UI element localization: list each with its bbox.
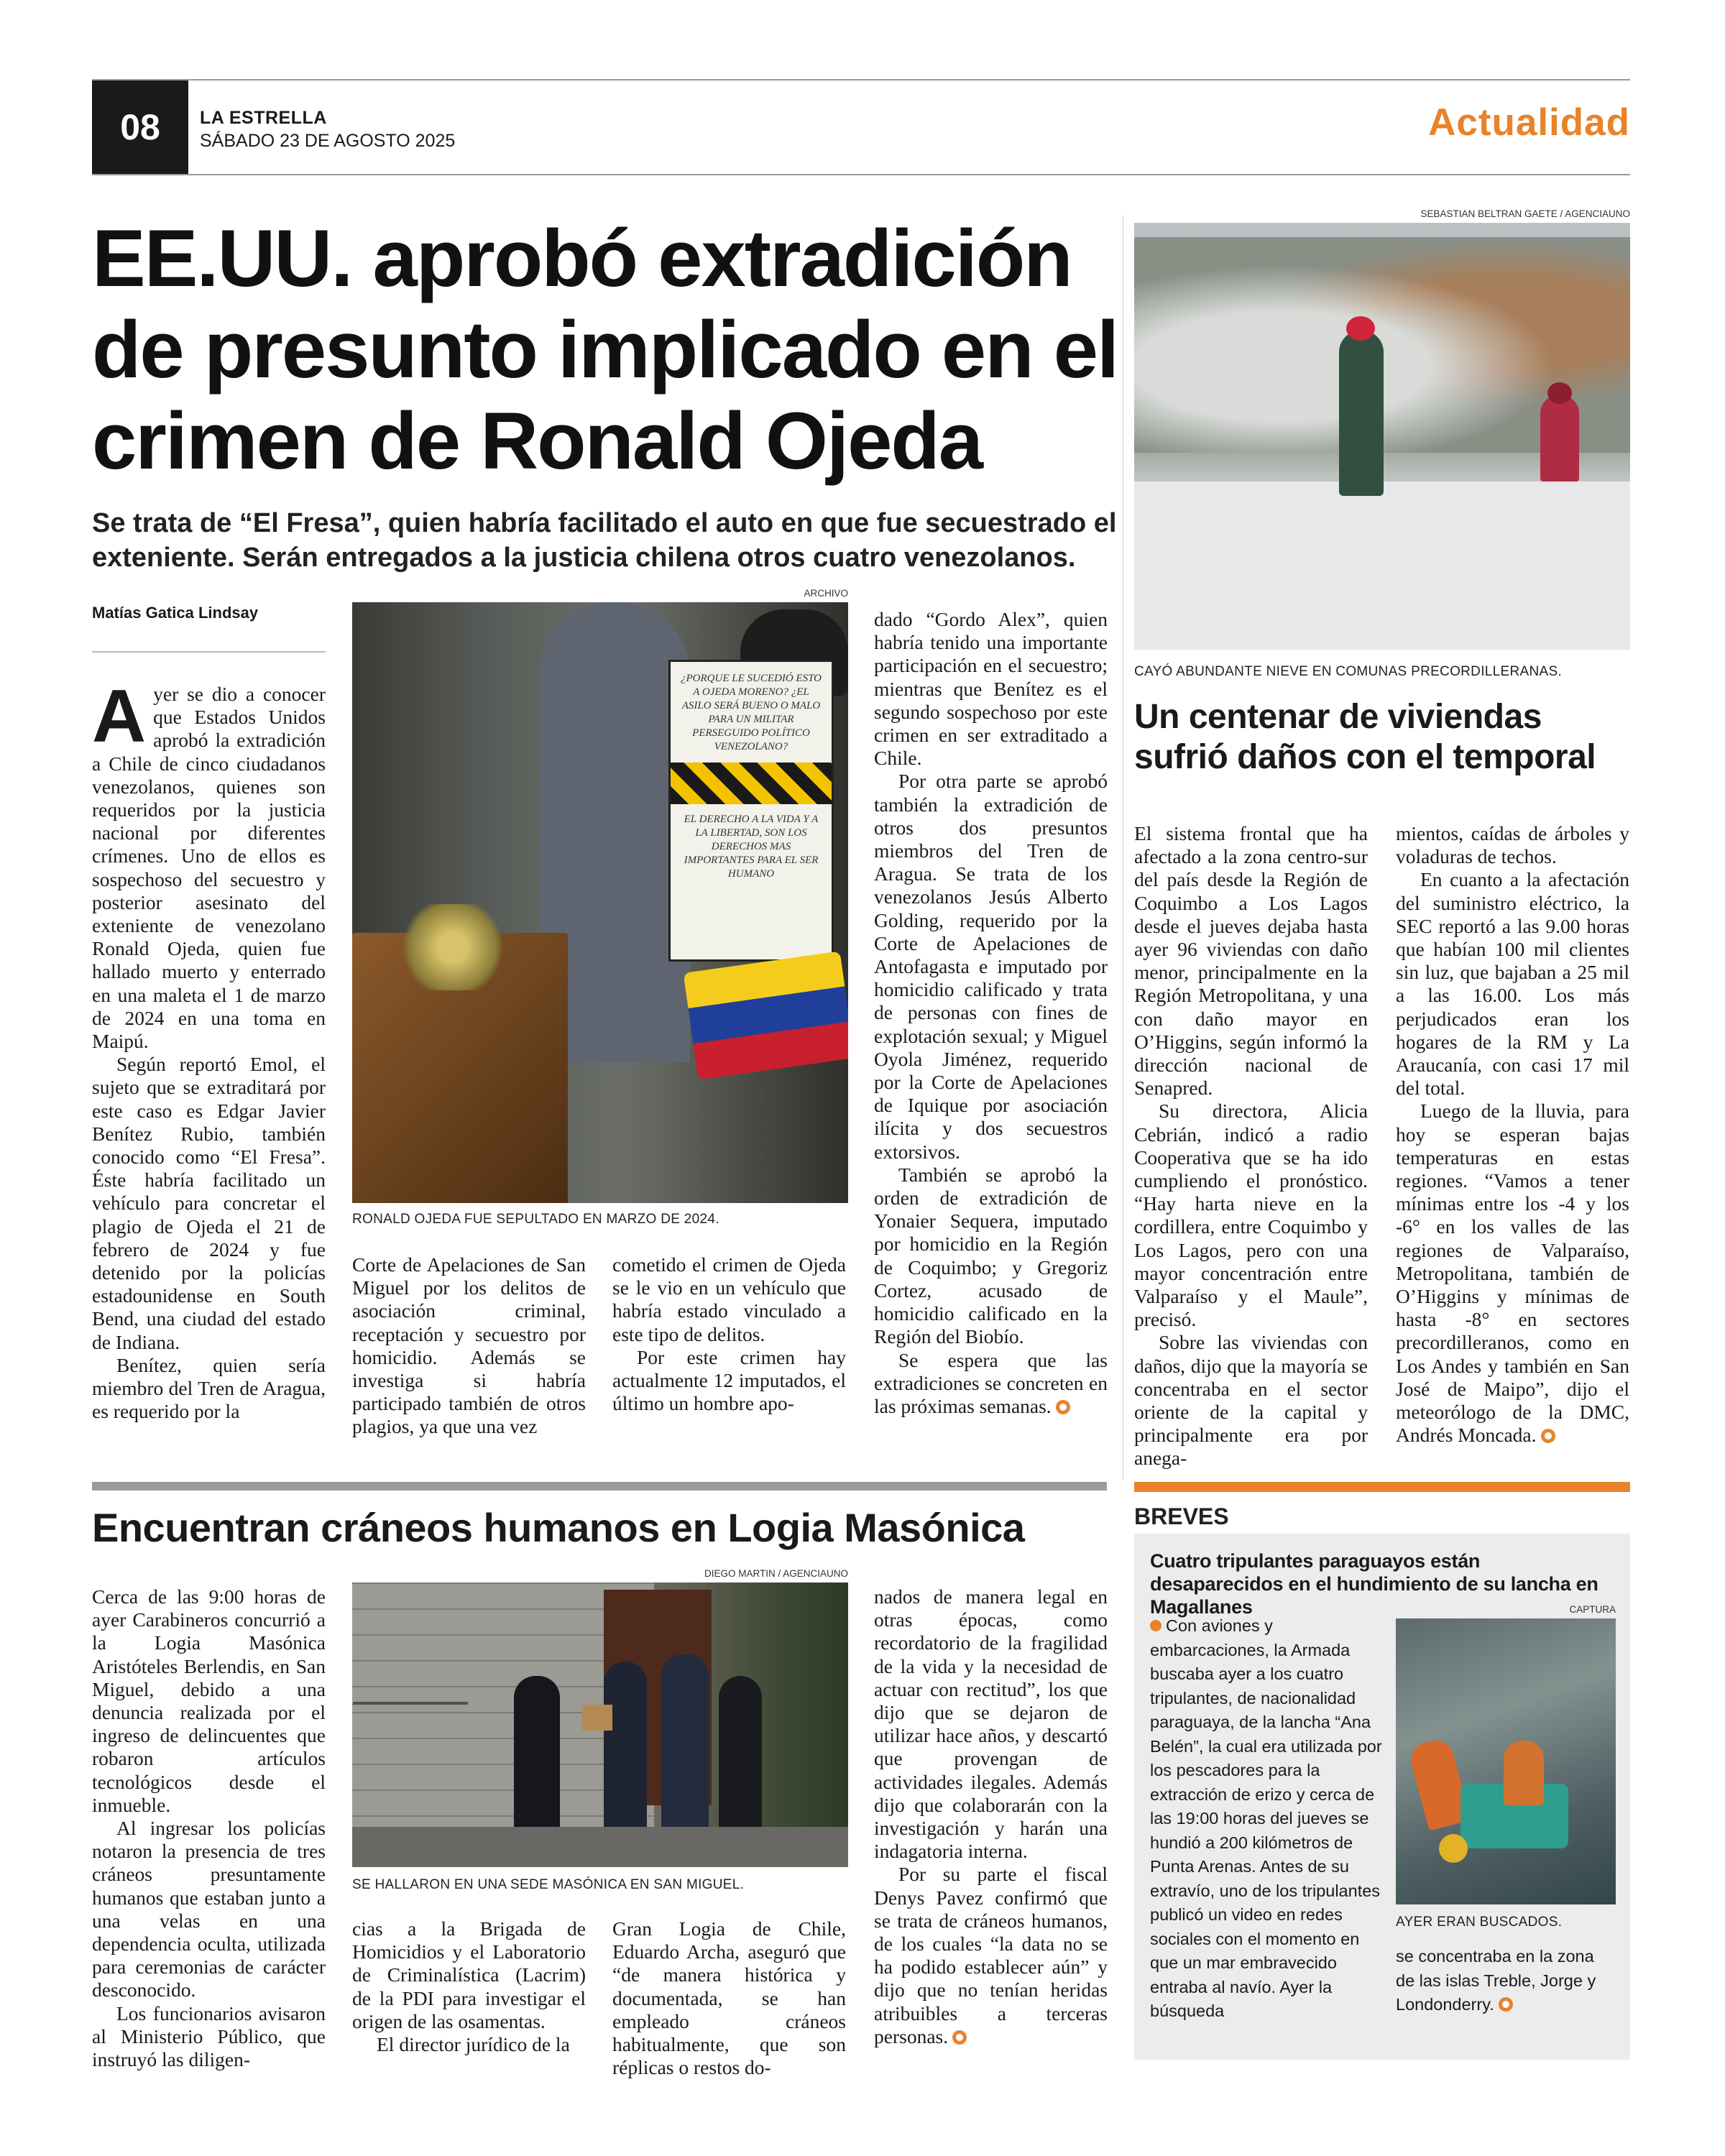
lead-col3-p1: cometido el crimen de Ojeda se le vio en un vehículo que habría estado vinculado a este tipo de delitos. bbox=[612, 1253, 846, 1345]
skulls-photo bbox=[352, 1583, 848, 1867]
skulls-col2-p1: cias a la Brigada de Homicidios y el Laboratorio de Criminalística (Lacrim) de la PDI para investigar el origen de las osamentas. bbox=[352, 1917, 586, 2032]
paper-name: LA ESTRELLA bbox=[200, 108, 327, 128]
breves-panel bbox=[1134, 1534, 1630, 2060]
breves-box bbox=[1134, 1482, 1630, 2060]
storm-col1-p3: Sobre las viviendas con daños, dijo que la mayoría se concentraba en el sector oriente de la capital y principalmente era por anega- bbox=[1134, 1331, 1368, 1470]
lead-col4-p4 bbox=[874, 1349, 1108, 1419]
lead-photo bbox=[352, 602, 848, 1203]
skulls-col4-p2-text: Por su parte el fiscal Denys Pavez confirmó que se trata de cráneos humanos, de los cuales “la data no se ha podido establecer aún” y dijo que no tenían heridas atribuibles a terceras personas. bbox=[874, 1863, 1108, 2047]
storm-col1-p1: El sistema frontal que ha afectado a la zona centro-sur del país desde la Región de Coquimbo a Los Lagos desde el jueves dejaba hasta ayer 96 viviendas con daño menor, principalmente en la Región Metropolitana, y una con daño mayor en O’Higgins, según informó la dirección nacional de Senapred. bbox=[1134, 822, 1368, 1100]
lead-headline: EE.UU. aprobó extradición de presunto implicado en el crimen de Ronald Ojeda bbox=[92, 213, 1118, 486]
officer-2 bbox=[604, 1662, 647, 1834]
lead-col4-p1: dado “Gordo Alex”, quien habría tenido una importante participación en el secuestro; mientras que Benítez es el segundo sospechoso por este crimen en ser extraditado a Chile. bbox=[874, 608, 1108, 770]
buoy bbox=[1439, 1834, 1468, 1863]
storm-col1-p2: Su directora, Alicia Cebrián, indicó a radio Cooperativa que se ha ido cumpliendo el pronóstico. “Hay harta nieve en la cordillera, entre Coquimbo y Los Lagos, pero con una mayor concentración entre Valparaíso y el Maule”, precisó. bbox=[1134, 1100, 1368, 1331]
sign-top-text: ¿PORQUE LE SUCEDIÓ ESTO A OJEDA MORENO? ¿EL ASILO SERÁ BUENO O MALO PARA UN MILITAR PERSEGUIDO POLÍTICO VENEZOLANO? bbox=[681, 673, 822, 752]
lead-photo-caption: RONALD OJEDA FUE SEPULTADO EN MARZO DE 2024. bbox=[352, 1212, 719, 1227]
red-hat bbox=[1346, 316, 1375, 341]
lead-col-4 bbox=[874, 608, 1108, 1418]
lead-col2-text: Corte de Apelaciones de San Miguel por los delitos de asociación criminal, receptación y secuestro por homicidio. Además se investiga si habría participado también de otros plagios, ya que una vez bbox=[352, 1253, 586, 1438]
end-mark-icon bbox=[952, 2030, 967, 2045]
section-rule bbox=[92, 1482, 1107, 1491]
storm-col2-p1: mientos, caídas de árboles y voladuras de techos. bbox=[1396, 822, 1629, 868]
person-green-coat bbox=[1339, 331, 1384, 496]
breves-photo-credit: CAPTURA bbox=[1569, 1604, 1616, 1615]
skulls-col-3 bbox=[612, 1917, 846, 2079]
storm-col-1 bbox=[1134, 822, 1368, 1470]
lead-col-1 bbox=[92, 683, 326, 1446]
lead-col-3 bbox=[612, 1253, 846, 1415]
lead-col-2 bbox=[352, 1253, 586, 1439]
lead-col3-p2: Por este crimen hay actualmente 12 imputados, el último un hombre apo- bbox=[612, 1345, 846, 1415]
lead-col1-p2: Según reportó Emol, el sujeto que se extraditará por este caso es Edgar Javier Benítez Rubio, también conocido como “El Fresa”. Éste habría facilitado un vehículo para concretar el plagio de Ojeda el 21 de febrero de 2024 y fue detenido por la policías estadounidense en South Bend, una ciudad del estado de Indiana. bbox=[92, 1053, 326, 1353]
end-mark-icon bbox=[1541, 1429, 1555, 1443]
storm-col2-p2: En cuanto a la afectación del suministro eléctrico, la SEC reportó a las 9.00 horas que habían 100 mil clientes sin luz, que bajaban a 25 mil a las 16.00. Los más perjudicados eran los hogares de la RM y La Araucanía, con casi 17 mil del total. bbox=[1396, 868, 1629, 1100]
lead-photo-credit: ARCHIVO bbox=[804, 588, 848, 599]
breves-photo bbox=[1396, 1618, 1616, 1904]
sign-stripe bbox=[671, 763, 832, 804]
breves-text bbox=[1150, 1614, 1384, 2024]
section-title: Actualidad bbox=[1428, 101, 1630, 144]
skulls-photo-caption: SE HALLARON EN UNA SEDE MASÓNICA EN SAN MIGUEL. bbox=[352, 1877, 745, 1892]
skulls-col4-p1: nados de manera legal en otras épocas, como recordatorio de la fragilidad de la vida y la necesidad de actuar con rectitud”, los que dijo que se dejaron de utilizar hace años, y descartó que provengan de actividades ilegales. Además dijo que colaborarán con la investigación y harán una indagatoria interna. bbox=[874, 1585, 1108, 1863]
skulls-photo-credit: DIEGO MARTIN / AGENCIAUNO bbox=[704, 1568, 848, 1579]
sign-bottom-text: EL DERECHO A LA VIDA Y A LA LIBERTAD, SON LOS DERECHOS MAS IMPORTANTES PARA EL SER HUMANO bbox=[684, 814, 819, 880]
officer-4 bbox=[719, 1676, 762, 1834]
storm-photo-credit: SEBASTIAN BELTRAN GAETE / AGENCIAUNO bbox=[1420, 208, 1630, 219]
breves-text-body: Con aviones y embarcaciones, la Armada buscaba ayer a los cuatro tripulantes, de nacionalidad paraguaya, de la lancha “Ana Belén”, la cual era utilizada por los pescadores para la extracción de erizo y cerca de las 19:00 horas del jueves se hundió a 200 kilómetros de Punta Arenas. Antes de su extravío, uno de los tripulantes publicó un video en redes sociales con el momento en que un mar embravecido entraba al navío. Ayer la búsqueda bbox=[1150, 1616, 1382, 2020]
storm-col-2 bbox=[1396, 822, 1629, 1447]
lead-col1-p3: Benítez, quien sería miembro del Tren de Aragua, es requerido por la bbox=[92, 1353, 326, 1423]
graffiti bbox=[352, 1640, 481, 1705]
breves-text-end-body: se concentraba en la zona de las islas Treble, Jorge y Londonderry. bbox=[1396, 1947, 1596, 2014]
storm-col2-p3 bbox=[1396, 1100, 1629, 1447]
skulls-col1-p1: Cerca de las 9:00 horas de ayer Carabineros concurrió a la Logia Masónica Aristóteles Berlendis, en San Miguel, debido a una denuncia realizada por el ingreso de delincuentes que robaron artículos tecnológicos desde el inmueble. bbox=[92, 1585, 326, 1816]
flower-wreath bbox=[395, 904, 510, 990]
skulls-col2-p2: El director jurídico de la bbox=[377, 2033, 570, 2056]
skulls-col-1 bbox=[92, 1585, 326, 2071]
skulls-col3-text: Gran Logia de Chile, Eduardo Archa, aseguró que “de manera histórica y documentada, se han empleado cráneos habitualmente, que son réplicas o restos do- bbox=[612, 1917, 846, 2079]
skulls-col-4 bbox=[874, 1585, 1108, 2048]
end-mark-icon bbox=[1499, 1997, 1513, 2012]
breves-photo-caption: AYER ERAN BUSCADOS. bbox=[1396, 1915, 1563, 1930]
officer-1 bbox=[514, 1676, 560, 1841]
skulls-col4-p2 bbox=[874, 1863, 1108, 2048]
lead-col4-p4-text: Se espera que las extradiciones se concreten en las próximas semanas. bbox=[874, 1348, 1108, 1417]
storm-headline: Un centenar de viviendas sufrió daños con el temporal bbox=[1134, 698, 1596, 776]
breves-bar bbox=[1134, 1482, 1630, 1492]
lead-col4-p3: También se aprobó la orden de extradición de Yonaier Sequera, imputado por homicidio en la Región de Coquimbo; y Gregoriz Cortez, acusado de homicidio calificado en la Región del Biobío. bbox=[874, 1163, 1108, 1348]
breves-label: BREVES bbox=[1134, 1503, 1229, 1529]
child-red-coat bbox=[1540, 395, 1579, 482]
lead-byline: Matías Gatica Lindsay bbox=[92, 604, 326, 653]
child-hat bbox=[1547, 382, 1572, 404]
lead-col1-p1: yer se dio a conocer que Estados Unidos aprobó la extradición a Chile de cinco ciudadanos venezolanos, quienes son requeridos por la justicia nacional por diferentes crímenes. Uno de ellos es sospechoso del secuestro y posterior asesinato del exteniente de venezolano Ronald Ojeda, quien fue hallado muerto y enterrado en una maleta el 1 de marzo de 2024 en una toma en Maipú. bbox=[92, 683, 326, 1053]
skulls-col1-p2: Al ingresar los policías notaron la presencia de tres cráneos presuntamente humanos que estaban junto a una velas en una dependencia oculta, utilizada para ceremonias de carácter desconocido. bbox=[92, 1817, 326, 2001]
venezuelan-flag bbox=[684, 951, 848, 1079]
storm-photo-caption: CAYÓ ABUNDANTE NIEVE EN COMUNAS PRECORDILLERANAS. bbox=[1134, 664, 1563, 679]
sidewalk bbox=[352, 1827, 848, 1867]
officer-3 bbox=[661, 1654, 709, 1834]
storm-col2-p3-text: Luego de la lluvia, para hoy se esperan bajas temperaturas en estas regiones. “Vamos a tener mínimas entre los -4 y los -6° en los valles de las regiones de Valparaíso, Metropolitana, también de O’Higgins y mínimas de hasta -8° en sectores precordilleranos, como en Los Andes y también en San José de Maipo”, dijo el meteorólogo de la DMC, Andrés Moncada. bbox=[1396, 1100, 1629, 1447]
snowy-ground bbox=[1134, 482, 1630, 650]
breves-text-end bbox=[1396, 1945, 1616, 2017]
page-number: 08 bbox=[92, 80, 188, 174]
protest-sign bbox=[668, 660, 834, 962]
breves-headline: Cuatro tripulantes paraguayos están desaparecidos en el hundimiento de su lancha en Magallanes bbox=[1150, 1550, 1598, 1618]
evidence-box bbox=[582, 1705, 612, 1731]
bullet-icon bbox=[1150, 1620, 1162, 1631]
end-mark-icon bbox=[1056, 1400, 1070, 1414]
storm-photo bbox=[1134, 223, 1630, 650]
skulls-col-2 bbox=[352, 1917, 586, 2056]
lead-deck: Se trata de “El Fresa”, quien habría facilitado el auto en que fue secuestrado el exteniente. Serán entregados a la justicia chilena otros cuatro venezolanos. bbox=[92, 508, 1117, 573]
skulls-headline: Encuentran cráneos humanos en Logia Masónica bbox=[92, 1505, 1025, 1550]
crew-member bbox=[1504, 1741, 1544, 1805]
skulls-col1-p3: Los funcionarios avisaron al Ministerio Público, que instruyó las diligen- bbox=[92, 2001, 326, 2071]
page-header bbox=[92, 79, 1630, 175]
drop-cap: A bbox=[92, 683, 147, 758]
issue-date: SÁBADO 23 DE AGOSTO 2025 bbox=[200, 131, 456, 151]
lead-col4-p2: Por otra parte se aprobó también la extradición de otros dos presuntos miembros del Tren de Aragua. Se trata de los venezolanos Jesús Alberto Golding, requerido por la Corte de Apelaciones de Antofagasta e imputado por homicidio calificado y trata de personas con fines de explotación sexual; y Miguel Oyola Jiménez, requerido por la Corte de Apelaciones de Iquique por asociación ilícita y dos secuestros extorsivos. bbox=[874, 770, 1108, 1163]
